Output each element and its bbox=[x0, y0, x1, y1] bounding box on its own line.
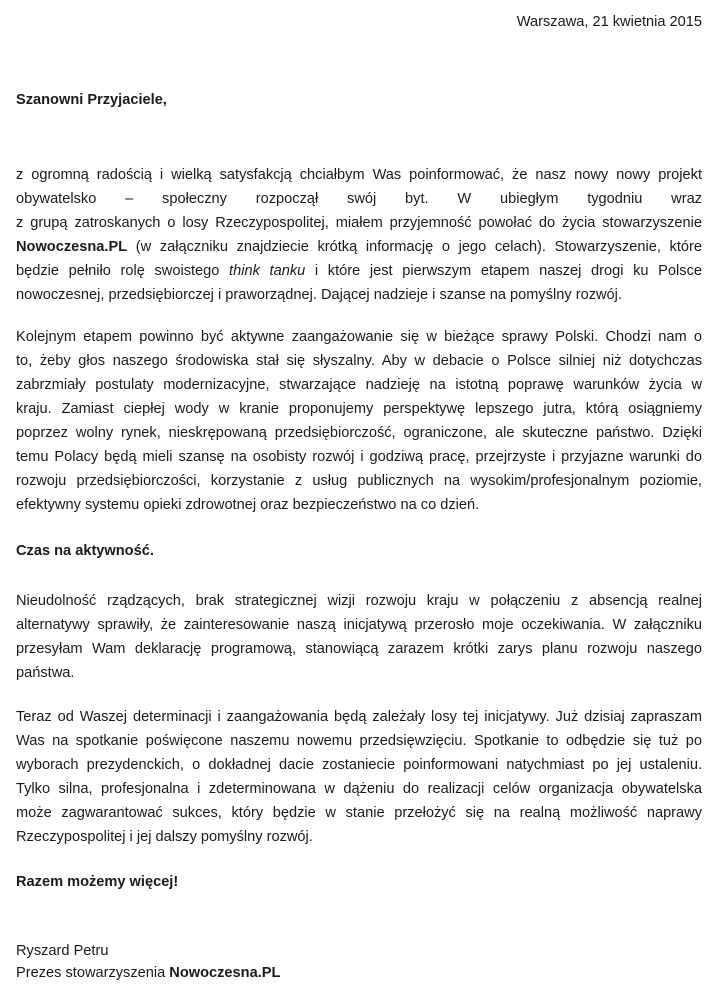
paragraph-line: Kolejnym etapem powinno być aktywne zaangażowanie się w bieżące sprawy Polski. Chodzi nam o bbox=[16, 329, 702, 345]
paragraph-line: zabrzmiały postulaty modernizacyjne, stwarzające nadzieję na istotną poprawę warunków życia w bbox=[16, 377, 702, 393]
org-name-bold: Nowoczesna.PL bbox=[16, 239, 128, 255]
heading-together: Razem możemy więcej! bbox=[16, 874, 179, 890]
paragraph-line: poprzez wolny rynek, nieskrępowaną przedsiębiorczość, ograniczone, ale skuteczne państwo. Dzięki bbox=[16, 425, 702, 441]
paragraph-line: z grupą zatroskanych o losy Rzeczypospolitej, miałem przyjemność powołać do życia stowarzyszenie bbox=[16, 215, 702, 231]
paragraph-incompetence bbox=[16, 589, 702, 685]
paragraph-next-stage bbox=[16, 325, 702, 517]
paragraph-line: efektywny systemu opieki zdrowotnej oraz bezpieczeństwo na co dzień. bbox=[16, 497, 480, 513]
paragraph-line: nowoczesnej, przedsiębiorczej i praworządnej. Dającej nadzieje i szanse na pomyślny rozwój. bbox=[16, 287, 622, 303]
think-tank-italic: think tanku bbox=[229, 263, 306, 279]
paragraph-line: Nieudolność rządzących, brak strategicznej wizji rozwoju kraju w połączeniu z absencją realnej bbox=[16, 593, 702, 609]
paragraph-line: rozwoju przedsiębiorczości, korzystanie z usług publicznych na wysokim/profesjonalnym poziomie, bbox=[16, 473, 702, 489]
letter-date: Warszawa, 21 kwietnia 2015 bbox=[516, 14, 702, 30]
paragraph-line: Was na spotkanie poświęcone naszemu nowemu przedsięwzięciu. Spotkanie to odbędzie się tuż po bbox=[16, 733, 702, 749]
paragraph-line: obywatelsko – społeczny rozpoczął swój byt. W ubiegłym tygodniu wraz bbox=[16, 191, 702, 207]
paragraph-line: będzie pełniło rolę swoistego think tanku i które jest pierwszym etapem naszej drogi ku Polsce bbox=[16, 263, 702, 279]
paragraph-line: to, żeby głos naszego środowiska stał się słyszalny. Aby w debacie o Polsce silniej niż dotychczas bbox=[16, 353, 702, 369]
heading-time-for-activity: Czas na aktywność. bbox=[16, 543, 154, 559]
paragraph-line: Rzeczypospolitej i jej dalszy pomyślny rozwój. bbox=[16, 829, 313, 845]
paragraph-intro bbox=[16, 163, 702, 307]
paragraph-line: Nowoczesna.PL (w załączniku znajdziecie krótką informację o jego celach). Stowarzyszenie, które bbox=[16, 239, 702, 255]
paragraph-line: Tylko silna, profesjonalna i zdeterminowana w dążeniu do realizacji celów organizacja obywatelska bbox=[16, 781, 702, 797]
paragraph-line: wyborach prezydenckich, o dokładnej dacie zostaniecie poinformowani natychmiast po jej ustaleniu. bbox=[16, 757, 702, 773]
signature-title: Prezes stowarzyszenia Nowoczesna.PL bbox=[16, 965, 281, 981]
paragraph-line: alternatywy sprawiły, że zainteresowanie naszą inicjatywą przerosło moje oczekiwania. W załączniku bbox=[16, 617, 702, 633]
paragraph-invitation bbox=[16, 705, 702, 849]
paragraph-line: przesyłam Wam deklarację programową, stanowiącą zarazem krótki zarys planu rozwoju naszego bbox=[16, 641, 702, 657]
paragraph-line: Teraz od Waszej determinacji i zaangażowania będą zależały losy tej inicjatywy. Już dzisiaj zapraszam bbox=[16, 709, 702, 725]
paragraph-line: temu Polacy będą mieli szansę na osobisty rozwój i godziwą pracę, przejrzyste i przyjazne warunki do bbox=[16, 449, 702, 465]
signature-name: Ryszard Petru bbox=[16, 943, 109, 959]
letter-greeting: Szanowni Przyjaciele, bbox=[16, 92, 167, 108]
paragraph-line: kraju. Zamiast ciepłej wody w kranie proponujemy perspektywę lepszego jutra, którą osiągniemy bbox=[16, 401, 702, 417]
paragraph-line: państwa. bbox=[16, 665, 75, 681]
paragraph-line: może zagwarantować sukces, który będzie w stanie przełożyć się na realną możliwość naprawy bbox=[16, 805, 702, 821]
org-name-bold: Nowoczesna.PL bbox=[169, 965, 281, 981]
paragraph-line: z ogromną radością i wielką satysfakcją chciałbym Was poinformować, że nasz nowy nowy projekt bbox=[16, 167, 702, 183]
